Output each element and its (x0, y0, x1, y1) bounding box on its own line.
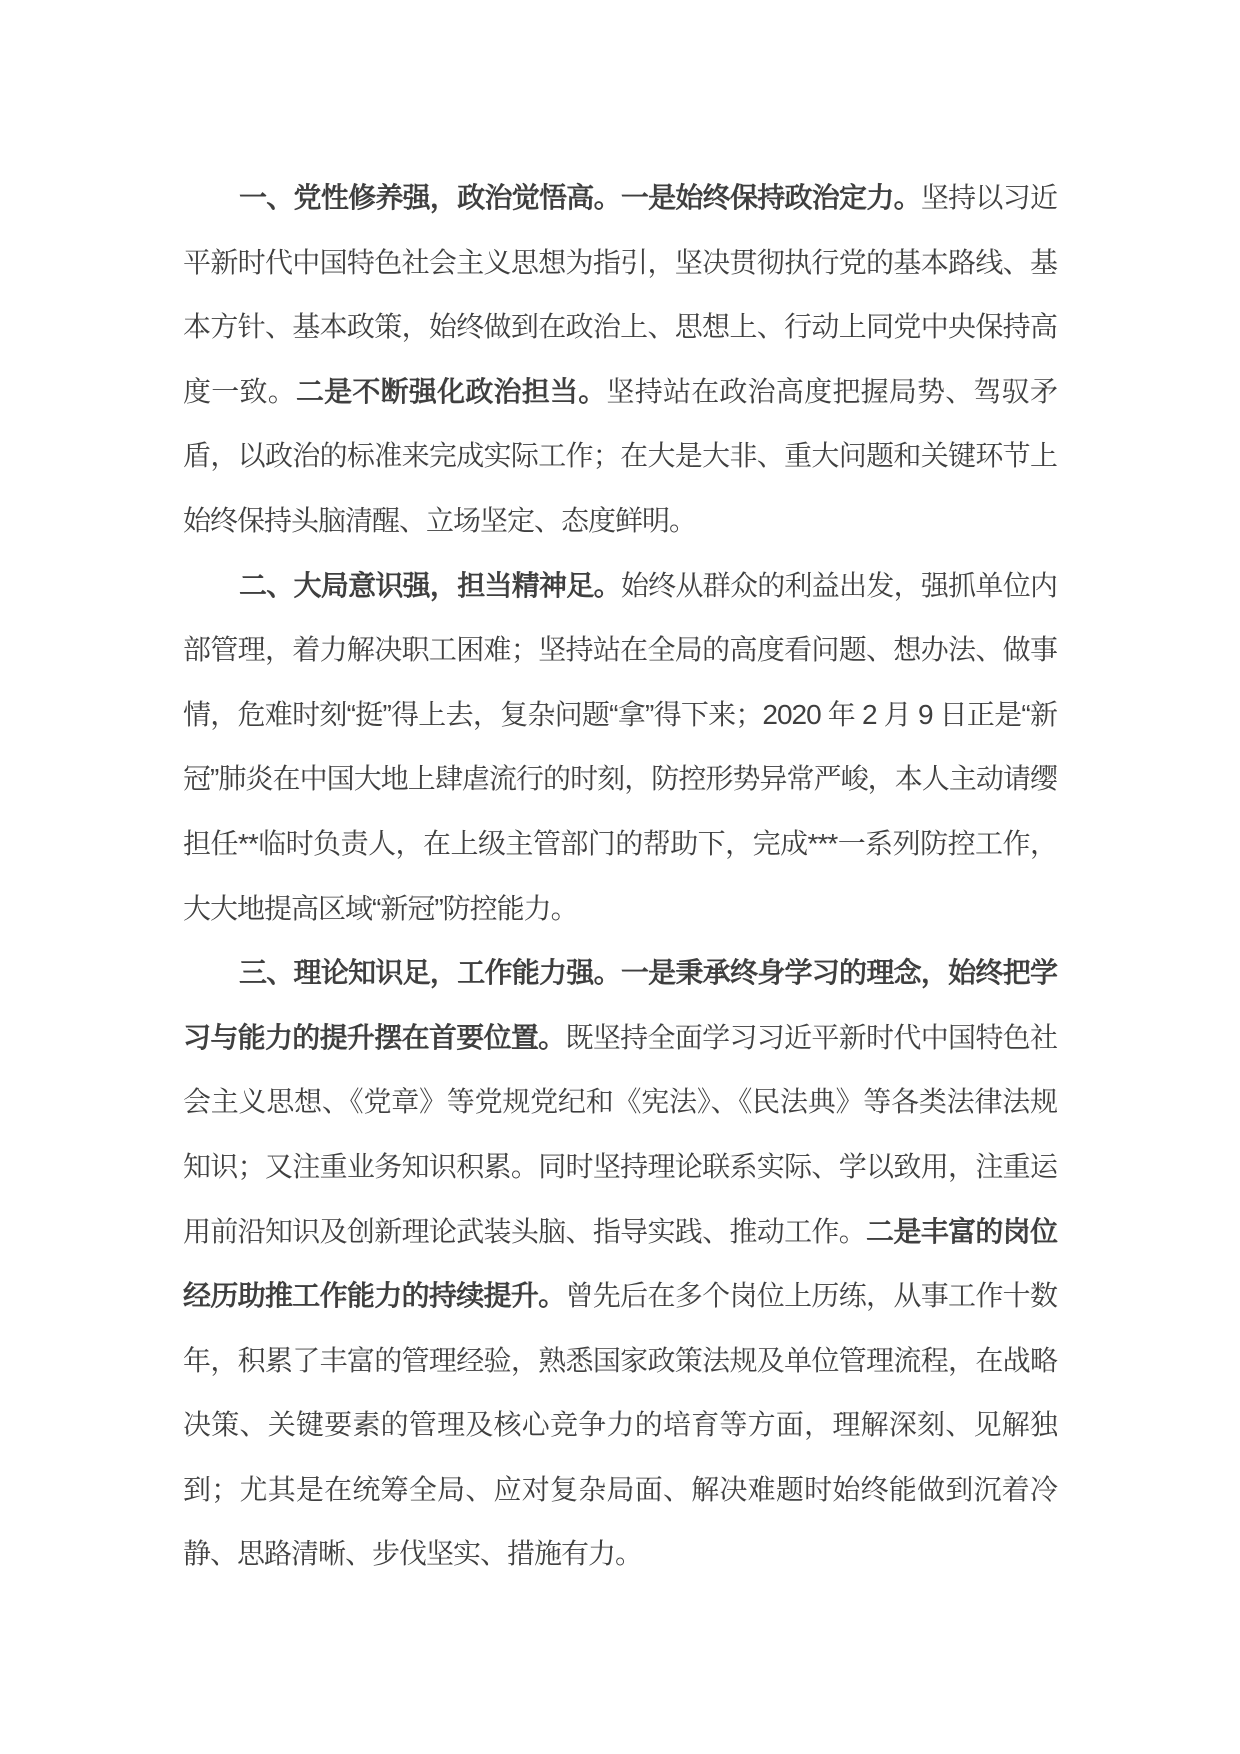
text-run-bold: 二、大局意识强，担当精神足。 (239, 569, 621, 601)
text-run: 坚持站在政治高度把握局势、驾驭矛盾，以政治的标准来完成实际工作；在大是大非、重大问题和关键环节上始终保持头脑清醒、立场坚定、态度鲜明。 (183, 375, 1057, 536)
text-run-bold: 三、理论知识足，工作能力强。一是秉承终身学习的理念，始终把学习与能力的提升摆在首要位置。 (183, 957, 1057, 1053)
paragraph (183, 941, 1057, 1587)
text-run: 曾先后在多个岗位上历练，从事工作十数年，积累了丰富的管理经验，熟悉国家政策法规及单位管理流程，在战略决策、关键要素的管理及核心竞争力的培育等方面，理解深刻、见解独到；尤其是在统筹全局、应对复杂局面、解决难题时始终能做到沉着冷静、思路清晰、步伐坚实、措施有力。 (183, 1280, 1057, 1570)
paragraph (183, 166, 1057, 554)
text-run-bold: 二是不断强化政治担当。 (295, 375, 607, 407)
text-run-bold: 二是丰富的岗位经历助推工作能力的持续提升。 (183, 1215, 1057, 1312)
text-run: 始终从群众的利益出发，强抓单位内部管理，着力解决职工困难；坚持站在全局的高度看问题、想办法、做事情，危难时刻“挺”得上去，复杂问题“拿”得下来；2020 年 2 月 9 日正是“新冠”肺炎在中国大地上肆虐流行的时刻，防控形势异常严峻，本人主动请缨担任**临时负责人，在上级主管部门的帮助下，完成***一系列防控工作，大大地提高区域“新冠”防控能力。 (183, 569, 1057, 924)
document-body (183, 166, 1057, 1587)
text-run-bold: 一、党性修养强，政治觉悟高。一是始终保持政治定力。 (239, 182, 921, 213)
paragraph (183, 554, 1057, 942)
text-run: 既坚持全面学习习近平新时代中国特色社会主义思想、《党章》等党规党纪和《宪法》、《民法典》等各类法律法规知识；又注重业务知识积累。同时坚持理论联系实际、学以致用，注重运用前沿知识及创新理论武装头脑、指导实践、推动工作。 (183, 1021, 1057, 1247)
text-run: 坚持以习近平新时代中国特色社会主义思想为指引，坚决贯彻执行党的基本路线、基本方针、基本政策，始终做到在政治上、思想上、行动上同党中央保持高度一致。 (183, 182, 1057, 407)
